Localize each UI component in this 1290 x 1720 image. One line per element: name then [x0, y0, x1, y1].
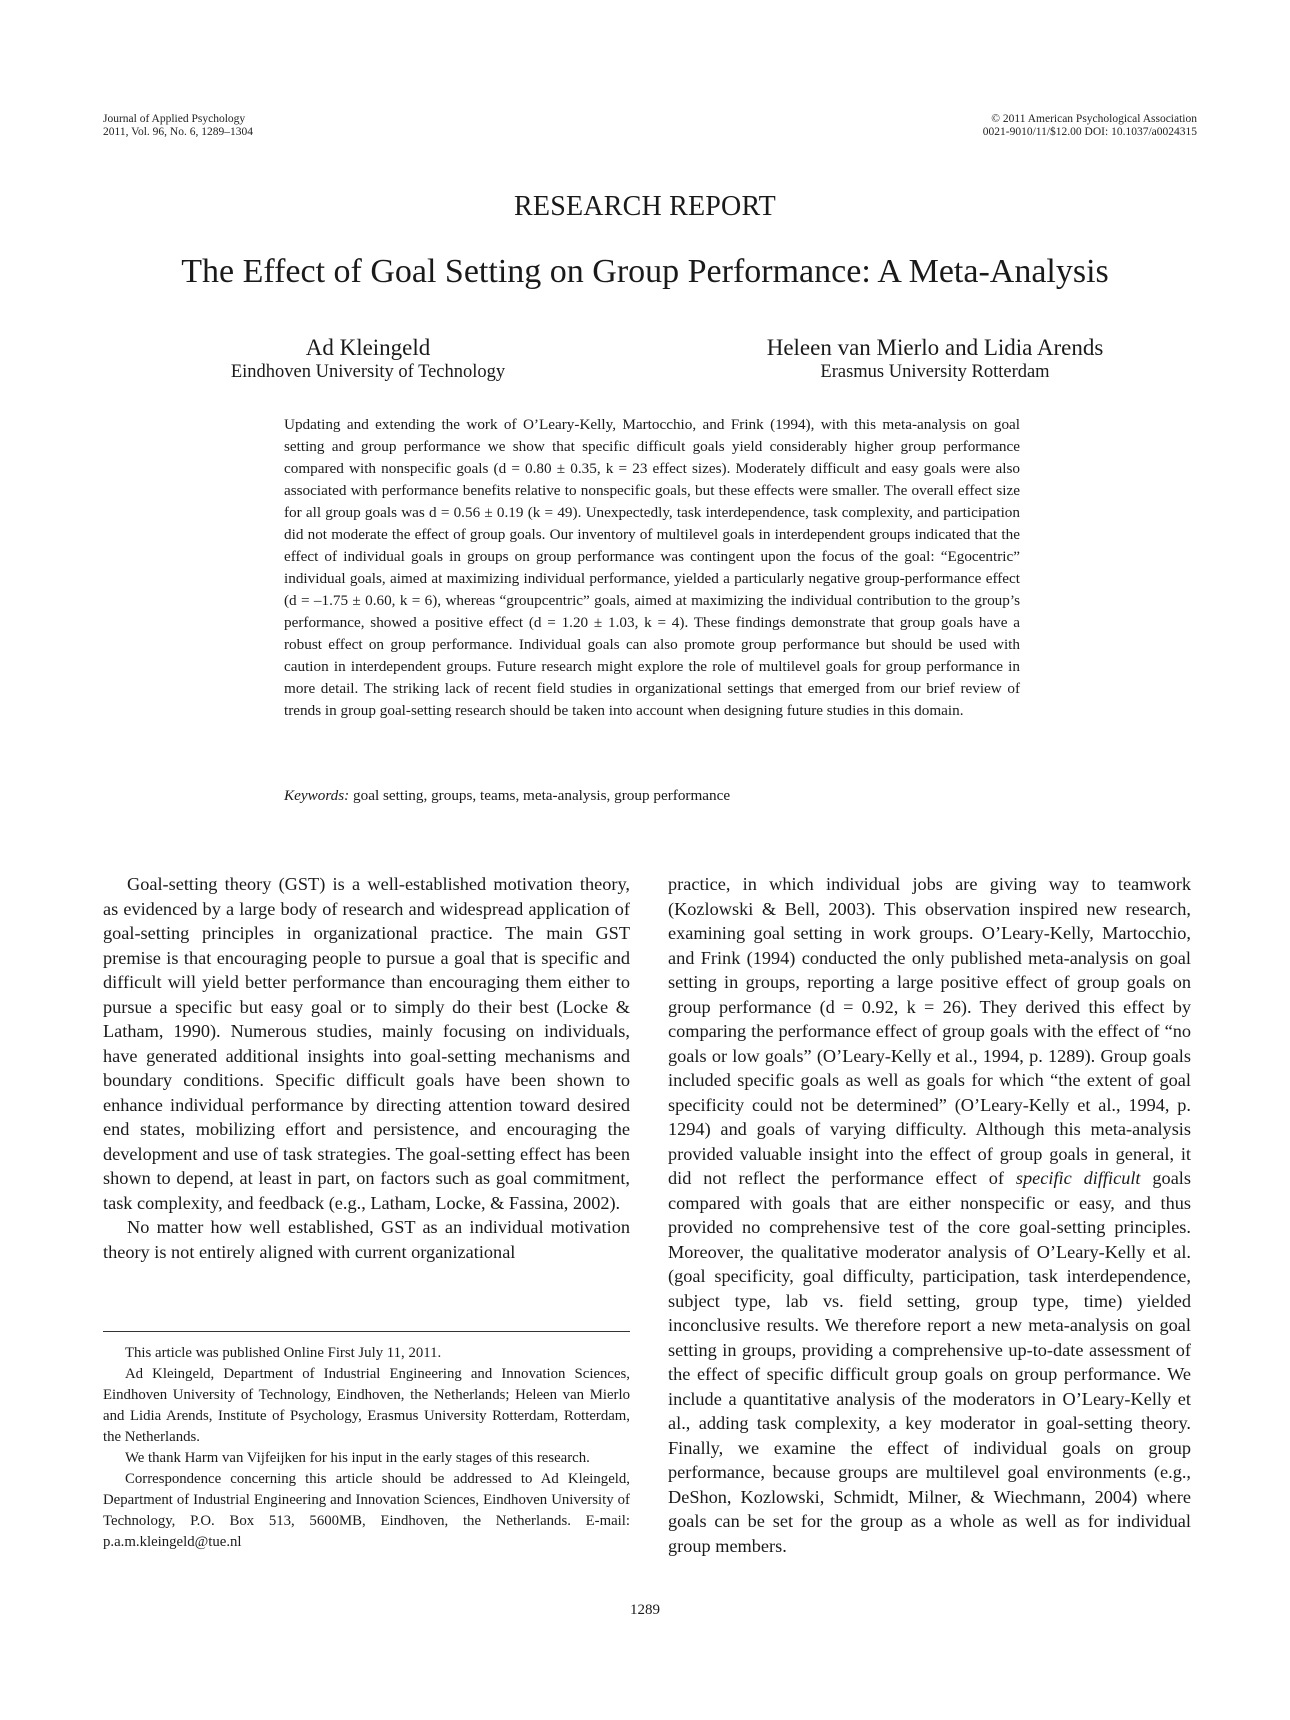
author-name: Ad Kleingeld: [305, 335, 431, 360]
journal-name: Journal of Applied Psychology: [103, 113, 246, 125]
author-name: Heleen van Mierlo and Lidia Arends: [766, 335, 1104, 360]
abstract: Updating and extending the work of O’Leary-Kelly, Martocchio, and Frink (1994), with this meta-analysis on goal setting and group performance we show that specific difficult goals yield considerably higher group performance compared with nonspecific goals (d = 0.80 ± 0.35, k = 23 effect sizes). Moderately difficult and easy goals were also associated with performance benefits relative to nonspecific goals, but these effects were smaller. The overall effect size for all group goals was d = 0.56 ± 0.19 (k = 49). Unexpectedly, task interdependence, task complexity, and participation did not moderate the effect of group goals. Our inventory of multilevel goals in interdependent groups indicated that the effect of individual goals in groups on group performance was contingent upon the focus of the goal: “Egocentric” individual goals, aimed at maximizing individual performance, yielded a particularly negative group-performance effect (d = –1.75 ± 0.60, k = 6), whereas “groupcentric” goals, aimed at maximizing the individual contribution to the group’s performance, showed a positive effect (d = 1.20 ± 1.03, k = 4). These findings demonstrate that group goals have a robust effect on group performance. Individual goals can also promote group performance but should be used with caution in interdependent groups. Future research might explore the role of multilevel goals for group performance in more detail. The striking lack of recent field studies in organizational settings that emerged from our brief review of trends in group goal-setting research should be taken into account when designing future studies in this domain.: [284, 416, 1020, 719]
author-block-1: [168, 335, 568, 383]
section-label: RESEARCH REPORT: [514, 191, 776, 222]
page-number: 1289: [630, 1602, 660, 1618]
body-text: practice, in which individual jobs are giving way to teamwork (Kozlowski & Bell, 2003). This observation inspired new research, examining goal setting in work groups. O’Leary-Kelly, Martocchio, and Frink (1994) conducted the only published meta-analysis on goal setting in groups, reporting a large positive effect of group goals on group performance (d = 0.92, k = 26). They derived this effect by comparing the performance effect of group goals with the effect of “no goals or low goals” (O’Leary-Kelly et al., 1994, p. 1289). Group goals included specific goals as well as goals for which “the extent of goal specificity could not be determined” (O’Leary-Kelly et al., 1994, p. 1294) and goals of varying difficulty. Although this meta-analysis provided valuable insight into the effect of group goals in general, it did not reflect the performance effect of: [668, 874, 1191, 1188]
body-paragraph: No matter how well established, GST as an individual motivation theory is not entirely aligned with current organizational: [103, 1217, 630, 1262]
emphasis-text: specific difficult: [1015, 1168, 1141, 1188]
keywords: [284, 785, 1020, 807]
footnote: Correspondence concerning this article should be addressed to Ad Kleingeld, Department of Industrial Engineering and Innovation Sciences, Eindhoven University of Technology, P.O. Box 513, 5600MB, Eindhoven, the Netherlands. E-mail: p.a.m.kleingeld@tue.nl: [103, 1471, 630, 1550]
copyright-notice: © 2011 American Psychological Association: [991, 113, 1197, 125]
author-affiliation: Eindhoven University of Technology: [230, 362, 506, 382]
body-paragraph: Goal-setting theory (GST) is a well-established motivation theory, as evidenced by a large body of research and widespread application of goal-setting principles in organizational practice. The main GST premise is that encouraging people to pursue a goal that is specific and difficult will yield better performance than encouraging them either to pursue a specific but easy goal or to simply do their best (Locke & Latham, 1990). Numerous studies, mainly focusing on individuals, have generated additional insights into goal-setting mechanisms and boundary conditions. Specific difficult goals have been shown to enhance individual performance by directing attention toward desired end states, mobilizing effort and persistence, and encouraging the development and use of task strategies. The goal-setting effect has been shown to depend, at least in part, on factors such as goal commitment, task complexity, and feedback (e.g., Latham, Locke, & Fassina, 2002).: [103, 874, 630, 1213]
author-affiliation: Erasmus University Rotterdam: [820, 362, 1050, 382]
keywords-label: Keywords:: [284, 787, 350, 804]
footnotes: [103, 1343, 630, 1553]
journal-volume: 2011, Vol. 96, No. 6, 1289–1304: [103, 126, 253, 138]
footnote: We thank Harm van Vijfeijken for his input in the early stages of this research.: [125, 1450, 590, 1466]
body-column-right: [668, 872, 1191, 1558]
body-paragraph: [668, 872, 1191, 1558]
copyright-header: [880, 113, 1197, 139]
body-text: goals compared with goals that are either nonspecific or easy, and thus provided no comprehensive test of the core goal-setting principles. Moreover, the qualitative moderator analysis of O’Leary-Kelly et al. (goal specificity, goal difficulty, participation, task interdependence, subject type, lab vs. field setting, group type, time) yielded inconclusive results. We therefore report a new meta-analysis on goal setting in groups, providing a comprehensive up-to-date assessment of the effect of specific difficult group goals on group performance. We include a quantitative analysis of the moderators in O’Leary-Kelly et al., adding task complexity, a key moderator in goal-setting theory. Finally, we examine the effect of individual goals on group performance, because groups are multilevel goal environments (e.g., DeShon, Kozlowski, Schmidt, Milner, & Wiechmann, 2004) where goals can be set for the group as a whole as well as for individual group members.: [668, 1168, 1191, 1556]
article-title: The Effect of Goal Setting on Group Performance: A Meta-Analysis: [181, 253, 1109, 290]
author-block-2: [720, 335, 1150, 383]
footnote: Ad Kleingeld, Department of Industrial Engineering and Innovation Sciences, Eindhoven University of Technology, Eindhoven, the Netherlands; Heleen van Mierlo and Lidia Arends, Institute of Psychology, Erasmus University Rotterdam, Rotterdam, the Netherlands.: [103, 1366, 630, 1445]
journal-header: [103, 113, 253, 139]
doi-line: 0021-9010/11/$12.00 DOI: 10.1037/a0024315: [982, 126, 1197, 138]
body-column-left: [103, 872, 630, 1264]
footnote: This article was published Online First July 11, 2011.: [125, 1345, 442, 1361]
keywords-list: goal setting, groups, teams, meta-analysis, group performance: [353, 787, 731, 804]
footnote-divider: [103, 1331, 630, 1332]
